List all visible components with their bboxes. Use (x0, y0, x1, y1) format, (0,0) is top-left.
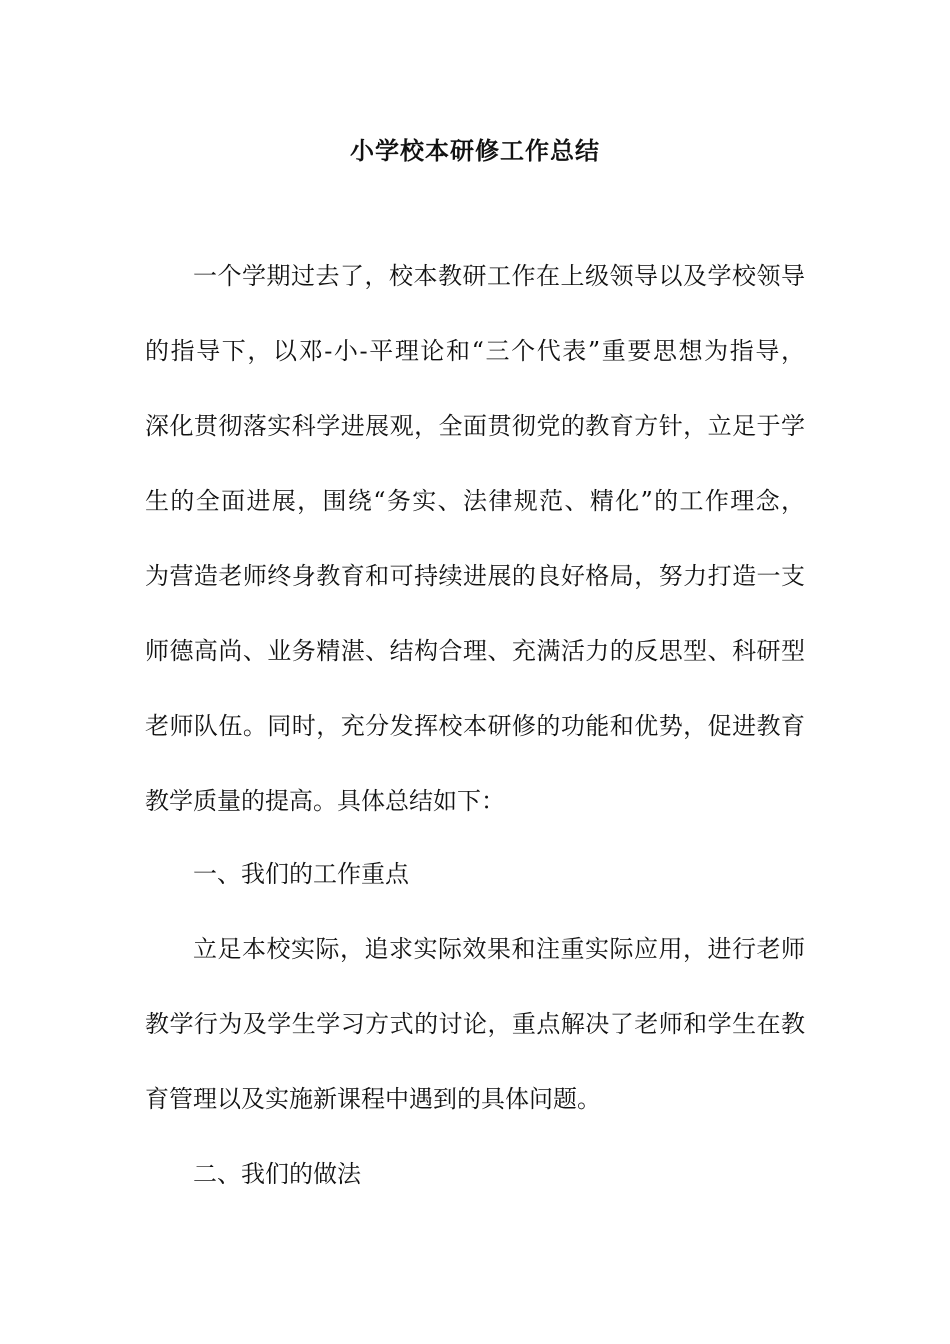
paragraph-line: 立足本校实际，追求实际效果和注重实际应用，进行老师 (193, 935, 805, 963)
paragraph-line: 为营造老师终身教育和可持续进展的良好格局，努力打造一支 (145, 562, 805, 590)
section-heading-2: 二、我们的做法 (193, 1160, 361, 1188)
paragraph-line: 育管理以及实施新课程中遇到的具体问题。 (145, 1085, 601, 1113)
paragraph-line: 的指导下，以邓-小-平理论和“三个代表”重要思想为指导， (145, 337, 805, 365)
paragraph-line: 教学行为及学生学习方式的讨论，重点解决了老师和学生在教 (145, 1010, 805, 1038)
paragraph-line: 教学质量的提高。具体总结如下： (145, 787, 505, 815)
document-title: 小学校本研修工作总结 (350, 136, 600, 165)
paragraph-line: 老师队伍。同时，充分发挥校本研修的功能和优势，促进教育 (145, 712, 805, 740)
section-heading-1: 一、我们的工作重点 (193, 860, 409, 888)
paragraph-line: 师德高尚、业务精湛、结构合理、充满活力的反思型、科研型 (145, 637, 805, 665)
paragraph-line: 一个学期过去了，校本教研工作在上级领导以及学校领导 (193, 262, 805, 290)
paragraph-line: 生的全面进展，围绕“务实、法律规范、精化”的工作理念， (145, 487, 805, 515)
paragraph-line: 深化贯彻落实科学进展观，全面贯彻党的教育方针，立足于学 (145, 412, 805, 440)
